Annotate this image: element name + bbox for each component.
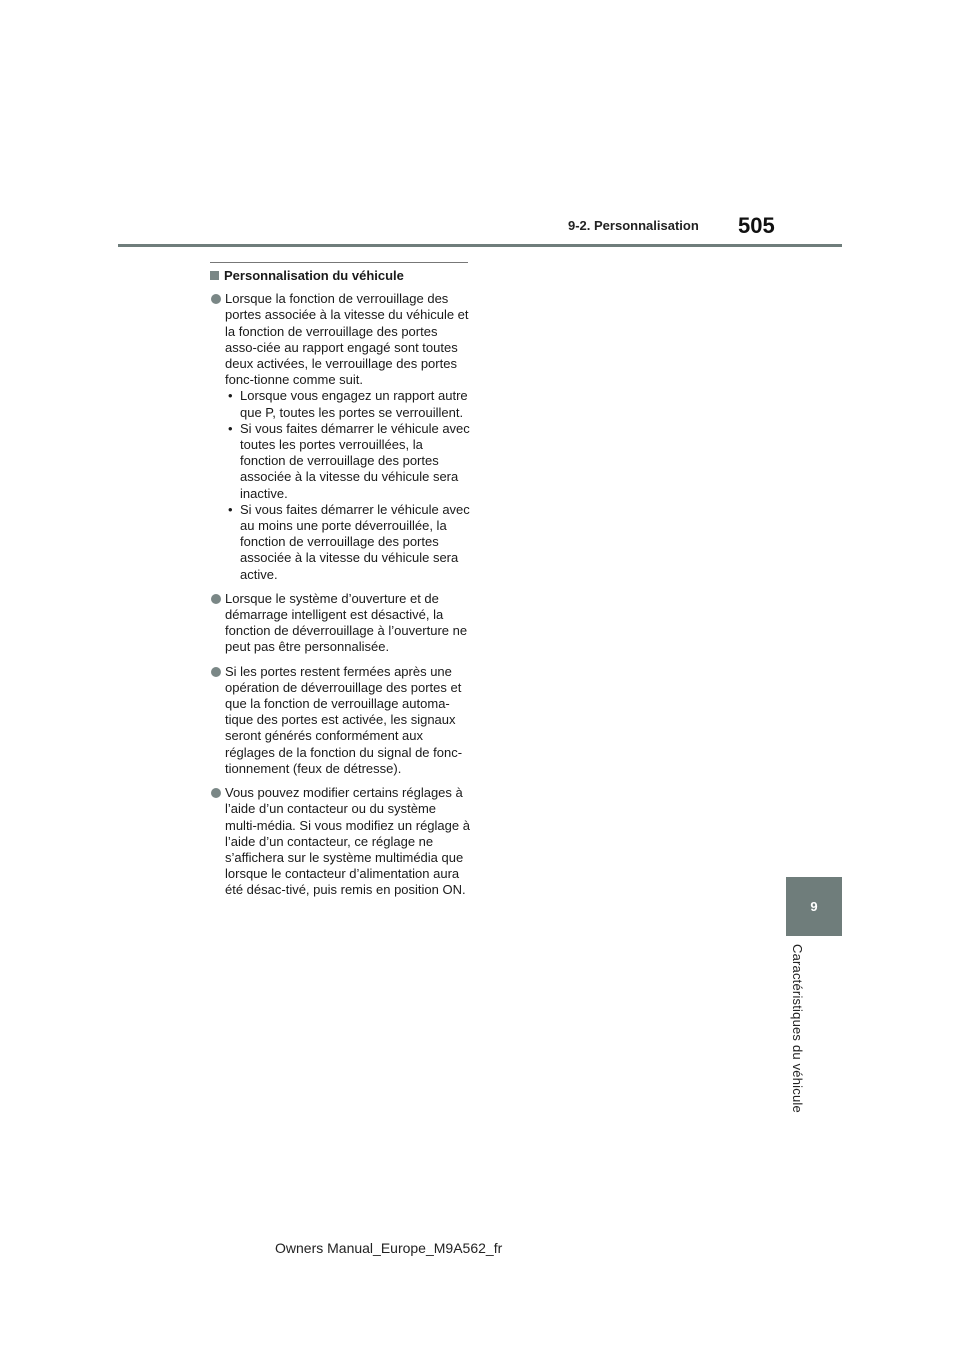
sub-list-item-text: Si vous faites démarrer le véhicule avec au moins une porte déverrouillée, la fonction de verrouillage des portes associée à la vitesse du véhicule sera active. [240, 501, 470, 582]
list-item-text: Vous pouvez modifier certains réglages à l’aide d’un contacteur ou du système multi-média. Si vous modifiez un réglage à l’aide d’un contacteur, ce réglage ne s’affichera sur le système multimédia que lorsque le contacteur d’alimentation aura été désac-tivé, puis remis en position ON. [225, 785, 470, 898]
section-title [210, 268, 470, 284]
main-content [210, 262, 470, 907]
list-item-text: Si les portes restent fermées après une opération de déverrouillage des portes et que la fonction de verrouillage automa-tique des portes est activée, les signaux seront générés conformément aux réglages de la fonction du signal de fonc-tionnement (feux de détresse). [225, 663, 463, 776]
sub-list-item-text: Si vous faites démarrer le véhicule avec toutes les portes verrouillées, la fonction de verrouillage des portes associée à la vitesse du véhicule sera inactive. [240, 420, 470, 501]
dot-bullet-icon: • [228, 388, 233, 404]
sub-list-item [225, 421, 470, 502]
list-item [210, 664, 470, 777]
title-rule [210, 262, 468, 263]
sub-list-item [225, 502, 470, 583]
circle-bullet-icon [211, 594, 221, 604]
dot-bullet-icon: • [228, 501, 233, 517]
sub-list-item [225, 388, 470, 420]
chapter-tab-number: 9 [810, 899, 818, 914]
list-item-text: Lorsque la fonction de verrouillage des portes associée à la vitesse du véhicule et la fonction de verrouillage des portes asso-ciée au rapport engagé sont toutes deux activées, le verrouillage des portes fonc-tionne comme suit. [225, 291, 469, 388]
list-item [210, 785, 470, 898]
chapter-tab [786, 877, 842, 936]
chapter-label: Caractéristiques du véhicule [790, 944, 805, 1113]
section-title-text: Personnalisation du véhicule [224, 268, 404, 283]
circle-bullet-icon [211, 667, 221, 677]
section-heading: 9-2. Personnalisation [568, 218, 699, 233]
footer-text: Owners Manual_Europe_M9A562_fr [275, 1240, 503, 1256]
circle-bullet-icon [211, 788, 221, 798]
list-item [210, 591, 470, 656]
circle-bullet-icon [211, 294, 221, 304]
list-item-text: Lorsque le système d’ouverture et de démarrage intelligent est désactivé, la fonction de déverrouillage à l’ouverture ne peut pas être personnalisée. [225, 590, 468, 655]
dot-bullet-icon: • [228, 420, 233, 436]
list-item [210, 291, 470, 583]
header-rule [118, 244, 842, 247]
page-number: 505 [738, 213, 775, 238]
sub-list-item-text: Lorsque vous engagez un rapport autre que P, toutes les portes se verrouillent. [240, 388, 468, 420]
square-bullet-icon [210, 271, 219, 280]
